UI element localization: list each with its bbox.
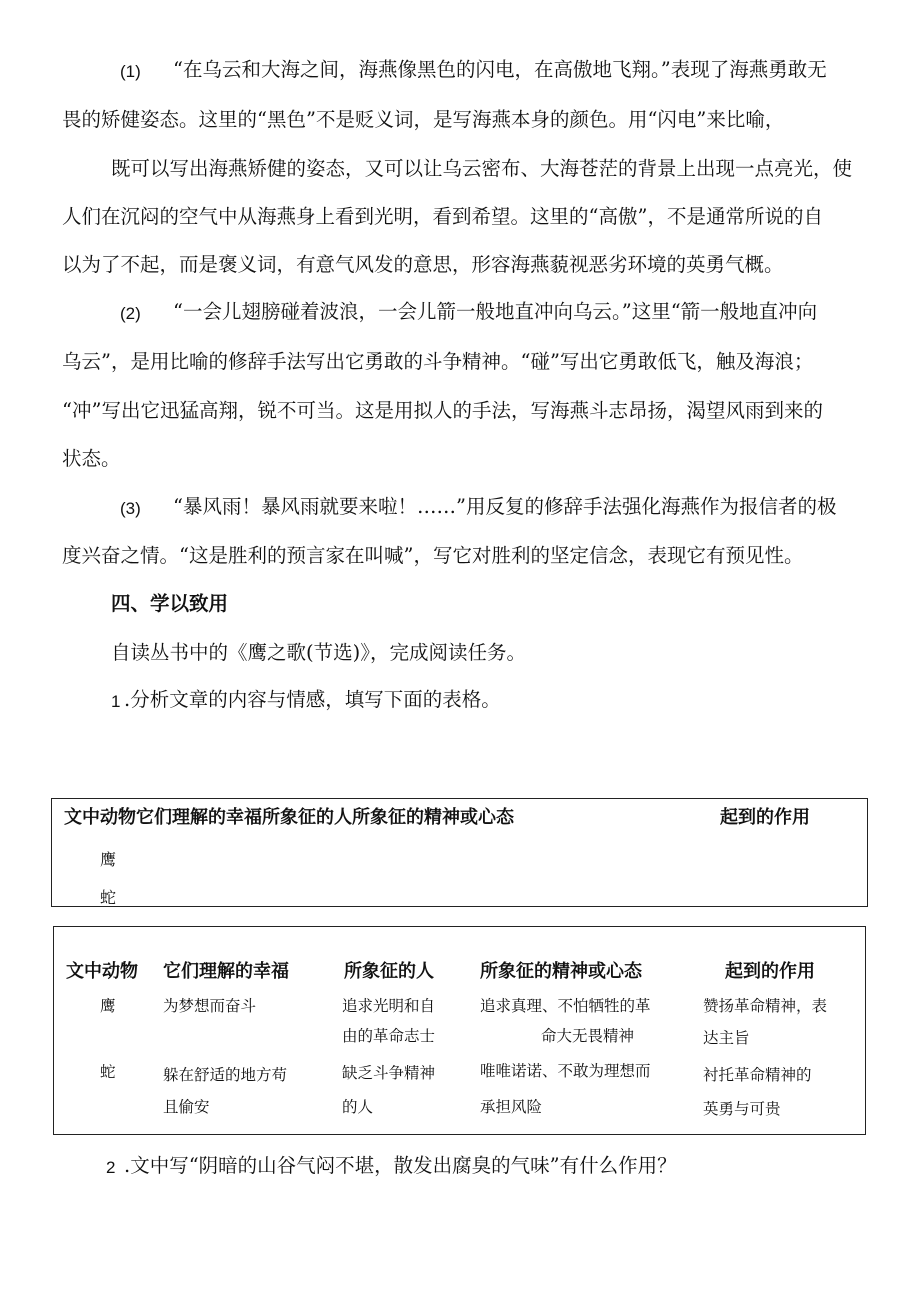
blank-table-header: 文中动物它们理解的幸福所象征的人所象征的精神或心态 [64, 807, 514, 827]
question2-text: .文中写“阴暗的山谷气闷不堪，散发出腐臭的气味”有什么作用？ [124, 1154, 677, 1177]
reading-intro: 自读丛书中的《鹰之歌(节选)》，完成阅读任务。 [111, 641, 526, 664]
para2-number: (2) [120, 304, 141, 323]
para2-line4: 状态。 [62, 447, 121, 470]
col-header-spirit: 所象征的精神或心态 [480, 961, 642, 981]
col-header-animal: 文中动物 [66, 961, 138, 981]
filled-answer-table [53, 926, 866, 1135]
question2-number: 2 [106, 1158, 116, 1177]
para3-line1: “暴风雨！暴风雨就要来啦！……”用反复的修辞手法强化海燕作为报信者的极 [173, 495, 837, 518]
row-snake-person-2: 的人 [342, 1098, 374, 1116]
para1-line5: 以为了不起，而是褒义词，有意气风发的意思，形容海燕藐视恶劣环境的英勇气概。 [62, 253, 784, 276]
para3-number: (3) [120, 499, 141, 518]
row-eagle-effect-2: 达主旨 [703, 1029, 750, 1047]
blank-table-effect-header: 起到的作用 [720, 807, 810, 827]
para1-number: (1) [120, 62, 141, 81]
para2-line2: 乌云”，是用比喻的修辞手法写出它勇敢的斗争精神。“碰”写出它勇敢低飞，触及海浪； [62, 350, 814, 373]
row-eagle-person-1: 追求光明和自 [342, 997, 436, 1015]
col-header-effect: 起到的作用 [725, 961, 815, 981]
question1-number: 1 [111, 692, 121, 711]
para2-line1: “一会儿翅膀碰着波浪，一会儿箭一般地直冲向乌云。”这里“箭一般地直冲向 [173, 300, 818, 323]
blank-answer-table [51, 798, 868, 907]
blank-row-snake: 蛇 [100, 888, 117, 907]
para3-line2: 度兴奋之情。“这是胜利的预言家在叫喊”，写它对胜利的坚定信念，表现它有预见性。 [62, 544, 804, 567]
row-eagle-effect-1: 赞扬革命精神，表 [703, 997, 828, 1015]
para2-line3: “冲”写出它迅猛高翔，锐不可当。这是用拟人的手法，写海燕斗志昂扬，渴望风雨到来的 [62, 399, 823, 422]
col-header-person: 所象征的人 [344, 961, 434, 981]
row-snake-effect-2: 英勇与可贵 [703, 1100, 781, 1118]
col-header-happiness: 它们理解的幸福 [163, 961, 289, 981]
row-snake-spirit-1: 唯唯诺诺、不敢为理想而 [480, 1062, 651, 1080]
section-title: 四、学以致用 [111, 593, 229, 615]
row-snake-effect-1: 衬托革命精神的 [703, 1066, 812, 1084]
para1-line2: 畏的矫健姿态。这里的“黑色”不是贬义词，是写海燕本身的颜色。用“闪电”来比喻， [62, 108, 785, 131]
row-snake-happiness-2: 且偷安 [163, 1098, 210, 1116]
question1-text: .分析文章的内容与情感，填写下面的表格。 [124, 688, 501, 711]
row-snake-person-1: 缺乏斗争精神 [342, 1064, 436, 1082]
row-snake-animal: 蛇 [100, 1063, 116, 1081]
row-eagle-happiness: 为梦想而奋斗 [163, 997, 257, 1015]
row-eagle-spirit-1: 追求真理、不怕牺牲的革 [480, 997, 651, 1015]
row-eagle-animal: 鹰 [100, 997, 116, 1015]
row-eagle-person-2: 由的革命志士 [342, 1027, 436, 1045]
blank-row-eagle: 鹰 [100, 850, 117, 869]
para1-line4: 人们在沉闷的空气中从海燕身上看到光明，看到希望。这里的“高傲”，不是通常所说的自 [62, 205, 823, 228]
row-eagle-spirit-2: 命大无畏精神 [541, 1027, 635, 1045]
para1-line1: “在乌云和大海之间，海燕像黑色的闪电，在高傲地飞翔。”表现了海燕勇敢无 [173, 58, 827, 81]
para1-line3: 既可以写出海燕矫健的姿态，又可以让乌云密布、大海苍茫的背景上出现一点亮光，使 [111, 157, 853, 180]
row-snake-spirit-2: 承担风险 [480, 1098, 543, 1116]
row-snake-happiness-1: 躲在舒适的地方苟 [163, 1066, 288, 1084]
